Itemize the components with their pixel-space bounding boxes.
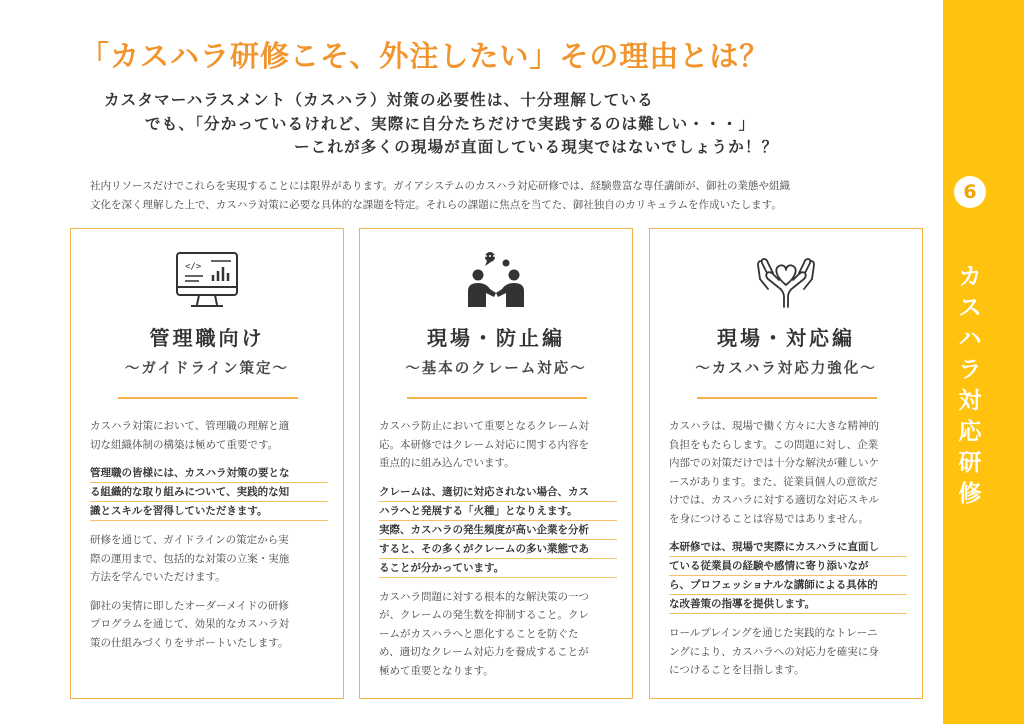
text-line: ームがカスハラへと悪化することを防ぐた [379,627,579,640]
chapter-title-char: 修 [958,481,982,507]
divider [118,397,298,399]
card-paragraph [379,417,617,473]
course-card-response [649,228,923,699]
text-line: 御社の実情に即したオーダーメイドの研修 [90,599,289,612]
text-line: クレームは、適切に対応されない場合、カス [379,483,617,502]
card-subtitle: ～ガイドライン策定～ [124,361,290,377]
text-line: 極めて重要となります。 [379,664,494,677]
course-card-prevention [359,228,633,699]
text-line: 際の運用まで、包括的な対策の立案・実施 [90,552,290,565]
text-line: ら、プロフェッショナルな講師による具体的 [669,576,907,595]
computer-code-icon [167,249,247,311]
text-line: 切な組織体制の構築は極めて重要です。 [90,438,279,451]
card-paragraph [90,417,328,454]
text-line: につけることを目指します。 [669,664,805,676]
text-line: カスハラ問題に対する根本的な解決策の一つ [379,590,589,603]
text-line: ングにより、カスハラへの対応力を確実に身 [669,645,879,658]
text-line: カスハラ防止において重要となるクレーム対 [379,420,589,432]
text-line: ている従業員の経験や感情に寄り添いなが [669,557,907,576]
text-line: 内部での対策だけでは十分な解決が難しいケ [669,457,879,469]
text-line: カスハラ対策において、管理職の理解と適 [90,420,290,432]
card-paragraph [90,531,328,587]
card-subtitle: ～基本のクレーム対応～ [405,361,587,377]
text-line: 本研修では、現場で実際にカスハラに直面し [669,538,907,557]
text-line: 管理職の皆様には、カスハラ対策の要とな [90,464,328,483]
text-line: ハラへと発展する「火種」となりえます。 [379,502,617,521]
text-line: 策の仕組みづくりをサポートいたします。 [90,636,289,649]
svg-text:</>: </> [185,262,202,272]
text-line: る組織的な取り組みについて、実践的な知 [90,483,328,502]
chapter-title-char: ラ [958,357,982,383]
card-subtitle: ～カスハラ対応力強化～ [695,361,877,377]
card-paragraph [669,624,907,680]
highlighted-paragraph [379,483,617,578]
chapter-title-char: カ [958,264,982,290]
text-line: カスハラは、現場で働く方々に大きな精神的 [669,420,879,432]
card-title: 現場・防止編 [427,326,565,350]
card-title: 管理職向け [149,326,265,350]
conversation-people-icon [456,249,536,311]
text-line: 実際、カスハラの発生頻度が高い企業を分析 [379,521,617,540]
highlighted-paragraph [90,464,328,521]
text-line: 応。本研修ではクレーム対応に関する内容を [379,438,589,451]
lead-line: ーこれが多くの現場が直面している現実ではないでしょうか！？ [294,138,779,156]
text-line: な改善策の指導を提供します。 [669,595,907,614]
chapter-title-char: ハ [958,326,982,352]
text-line: が、クレームの発生数を抑制すること。クレ [379,609,589,621]
page-title: 「カスハラ研修こそ、外注したい」その理由とは？ [80,39,770,73]
card-paragraph [90,597,328,653]
card-body [379,417,617,690]
text-line: め、適切なクレーム対応力を養成することが [379,646,589,658]
text-line: 方法を学んでいただけます。 [90,571,226,583]
course-card-managers [70,228,344,699]
text-line: すると、その多くがクレームの多い業態であ [379,540,617,559]
text-line: ロールプレイングを通じた実践的なトレーニ [669,627,878,639]
chapter-title-char: 研 [958,450,982,476]
lead-line: カスタマーハラスメント（カスハラ）対策の必要性は、十分理解している [104,91,654,109]
card-title: 現場・対応編 [717,326,855,350]
text-line: プログラムを通じて、効果的なカスハラ対 [90,618,290,630]
text-line: 重点的に組み込んでいます。 [379,457,515,469]
divider [697,397,877,399]
intro-paragraph [90,177,910,215]
card-body [90,417,328,662]
divider [407,397,587,399]
text-line: ースがあります。また、従業員個人の意欲だ [669,475,878,488]
card-paragraph [669,417,907,528]
text-line: を身につけることは容易ではありません。 [669,512,869,525]
intro-line: 社内リソースだけでこれらを実現することには限界があります。ガイアシステムのカスハラ対応研修では、経験豊富な専任講師が、御社の業態や組織 [90,180,791,192]
chapter-title-char: ス [958,295,982,321]
chapter-title-char: 対 [958,388,982,414]
lead-line: でも、「分かっているけれど、実際に自分たちだけで実践するのは難しい・・・」 [145,115,756,133]
chapter-number: 6 [954,176,986,208]
text-line: ることが分かっています。 [379,559,617,578]
text-line: 識とスキルを習得していただきます。 [90,502,328,521]
heart-hands-icon [746,249,826,311]
text-line: けでは、カスハラに対する適切な対応スキル [669,494,879,506]
chapter-title [954,262,986,510]
text-line: 負担をもたらします。この問題に対し、企業 [669,438,879,451]
chapter-title-char: 応 [958,419,982,445]
text-line: 研修を通じて、ガイドラインの策定から実 [90,534,289,546]
card-body [669,417,907,690]
highlighted-paragraph [669,538,907,614]
intro-line: 文化を深く理解した上で、カスハラ対策に必要な具体的な課題を特定。それらの課題に焦点を当てた、御社独自のカリキュラムを作成いたします。 [90,199,782,211]
card-paragraph [379,588,617,681]
